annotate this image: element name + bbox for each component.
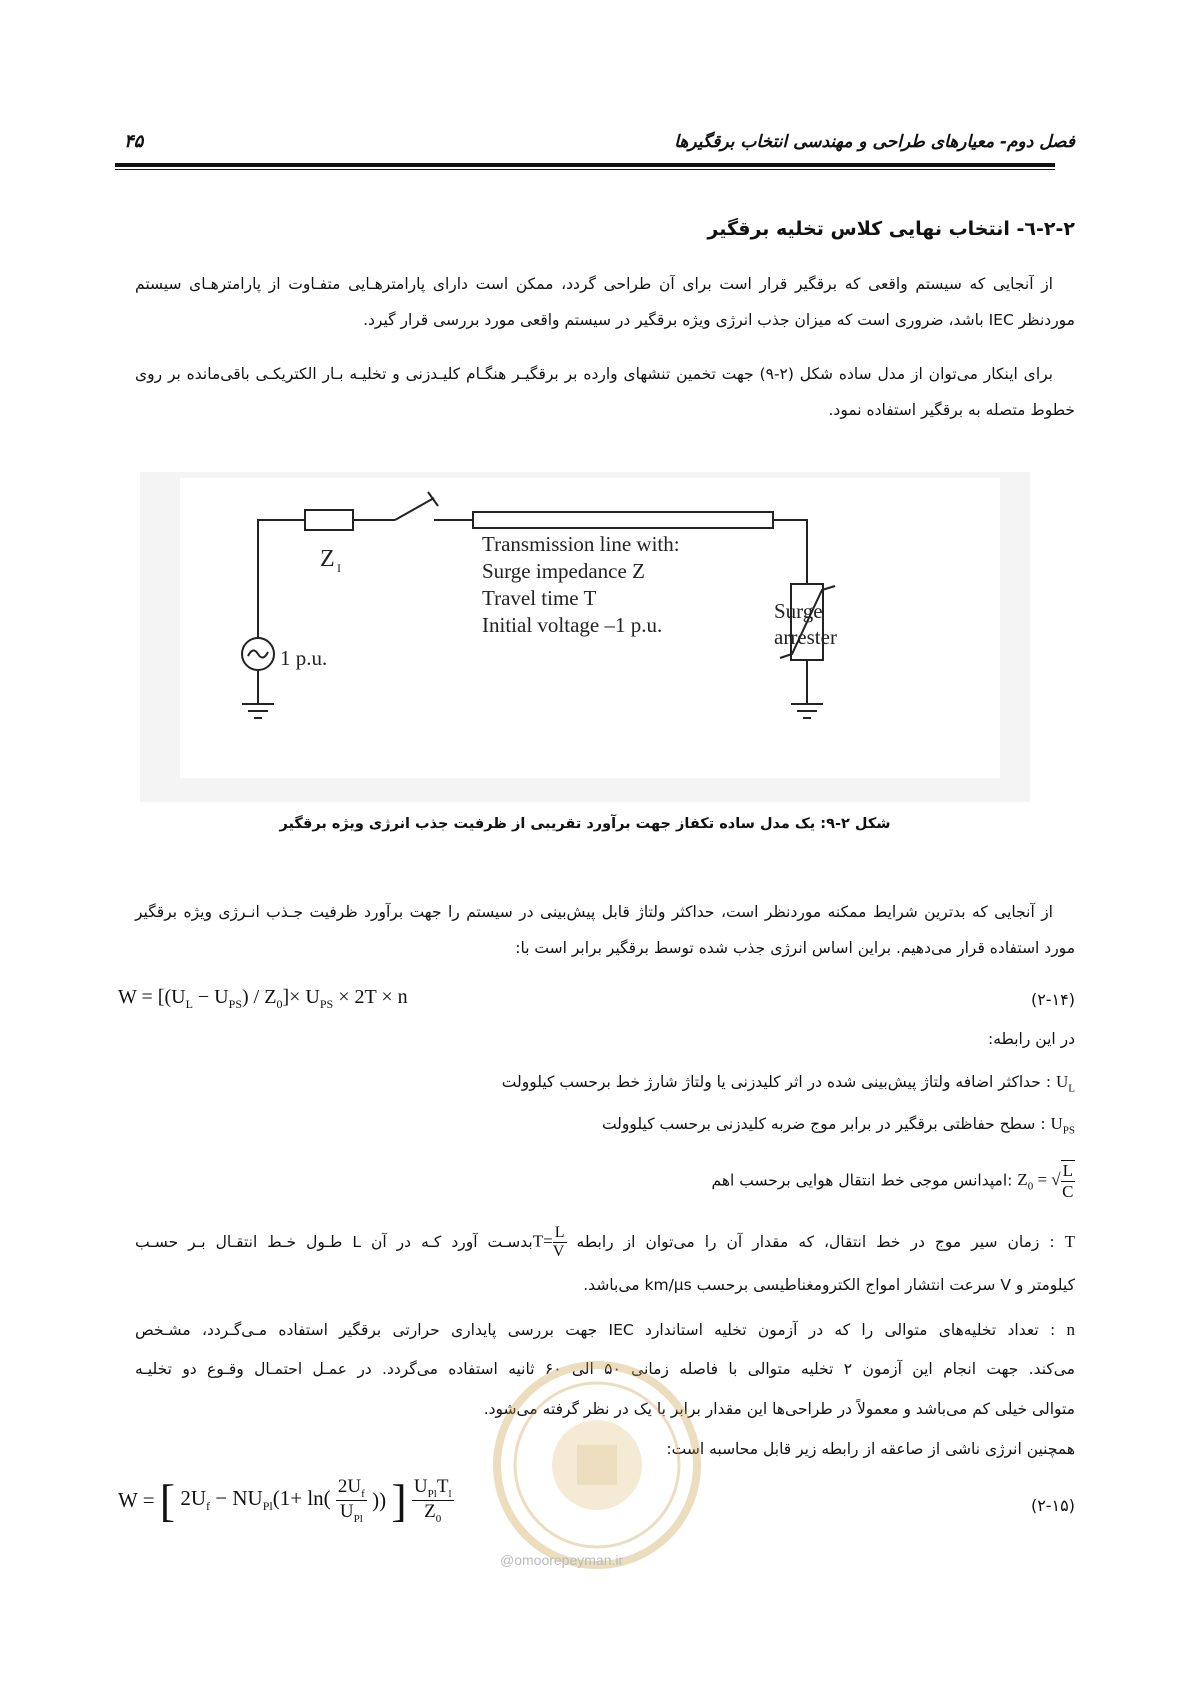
def-ul: $U_L$ : حداکثر اضافه ولتاژ پیش‌بینی شده در اثر کلیدزنی یا ولتاژ شارژ خط برحسب کیلوولت [501, 1072, 1075, 1095]
circuit-diagram [180, 478, 1000, 778]
def-n-3: متوالی خیلی کم می‌باشد و معمولاً در طراحی‌ها این مقدار برابر با یک در نظر گرفته می‌شود. [483, 1400, 1075, 1418]
equation-15: W = [ $2U_f - NU_{Pl}(1+ \ln$( $\frac{2U_f}{U_{Pl}}$ )) ] $\frac{U_{Pl}T_l}{Z_0}$ [118, 1475, 452, 1526]
paragraph-3: از آنجایی که بدترین شرایط ممکنه موردنظر است، حداکثر ولتاژ قابل پیش‌بینی در سیستم را جهت برآورد ظرفیت جـذب انـرژی ویژه برقگیر مورد استفاده قرار می‌دهیم. براین اساس انرژی جذب شده توسط برقگیر برابر است با: [135, 903, 1075, 957]
def-t-2: کیلومتر و V سرعت انتشار امواج الکترومغناطیسی برحسب km/µs می‌باشد. [583, 1276, 1075, 1294]
paragraph-1: از آنجایی که سیستم واقعی که برقگیر قرار است برای آن طراحی گردد، ممکن است دارای پارامترهـایی متفـاوت از پارامترهـای سیستم موردنظر IEC باشد، ضروری است که میزان جذب انرژی ویژه برقگیر در سیستم واقعی مورد بررسی قرار گیرد. [135, 275, 1075, 329]
lightning-intro: همچنین انرژی ناشی از صاعقه از رابطه زیر قابل محاسبه است: [666, 1440, 1075, 1458]
equation-15-number: (۲-۱۵) [1030, 1496, 1075, 1515]
def-z0: $Z_0$ = √ $\frac{L}{C}$ :امپدانس موجی خط انتقال هوایی برحسب اهم [711, 1161, 1074, 1201]
line-text-3: Travel time T [482, 586, 597, 610]
page-number: ۴۵ [124, 131, 144, 152]
paragraph-2: برای اینکار می‌توان از مدل ساده شکل (۲-۹) جهت تخمین تنشهای وارده بر برقگیـر هنگـام کلیـدزنی و تخلیـه بـار الکتریکـی باقی‌مانده بر روی خطوط متصله به برقگیر استفاده نمود. [135, 365, 1075, 419]
def-n-text-a: تعداد تخلیه‌های متوالی را که در آزمون تخلیه استاندارد IEC جهت بررسی پایداری حرارتی برقگیر استفاده مـی‌گـردد، مشـخص [135, 1321, 1039, 1339]
source-label: 1 p.u. [280, 646, 328, 670]
z-label: Z [320, 546, 335, 572]
def-ul-text: حداکثر اضافه ولتاژ پیش‌بینی شده در اثر کلیدزنی یا ولتاژ شارژ خط برحسب کیلوولت [501, 1073, 1041, 1091]
def-ups-text: سطح حفاظتی برقگیر در برابر موج ضربه کلیدزنی برحسب کیلوولت [601, 1115, 1036, 1133]
def-t-1: T : زمان سیر موج در خط انتقال، که مقدار آن را می‌توان از رابطه T= $\frac{L}{V}$ بدسـت آورد کـه در آن L طـول خـط انتقـال بـر حسـب [135, 1224, 1076, 1260]
header-rule-thick [115, 163, 1055, 167]
arrester-label-2: arrester [774, 625, 837, 649]
equation-14-number: (۲-۱۴) [1030, 990, 1075, 1009]
arrester-label-1: Surge [774, 599, 823, 623]
figure-caption: شکل ۲-۹: یک مدل ساده تکفاز جهت برآورد تقریبی از ظرفیت جذب انرژی ویژه برقگیر [279, 816, 891, 832]
z-subscript: I [337, 561, 341, 575]
where-label: در این رابطه: [987, 1030, 1075, 1048]
chapter-title: فصل دوم- معیارهای طراحی و مهندسی انتخاب برقگیرها [674, 132, 1075, 152]
watermark-url: @omoorepeyman.ir [500, 1552, 624, 1568]
def-n-1: n : تعداد تخلیه‌های متوالی را که در آزمون تخلیه استاندارد IEC جهت بررسی پایداری حرارتی برقگیر استفاده مـی‌گـردد، مشـخص [135, 1320, 1075, 1339]
def-t-text-b: بدسـت آورد کـه در آن L طـول خـط انتقـال بـر حسـب [135, 1233, 533, 1251]
def-z0-text: امپدانس موجی خط انتقال هوایی برحسب اهم [711, 1171, 1008, 1190]
equation-14: $W = [(U_L - U_{PS}) / Z_0]\times U_{PS} \times 2T \times n$ [118, 986, 408, 1011]
def-t-text-a: زمان سیر موج در خط انتقال، که مقدار آن را می‌توان از رابطه [576, 1233, 1040, 1251]
line-text-2: Surge impedance Z [482, 559, 645, 583]
section-heading: ۲-۲-٦- انتخاب نهایی کلاس تخلیه برقگیر [707, 218, 1075, 240]
def-ups: $U_{PS}$ : سطح حفاظتی برقگیر در برابر موج ضربه کلیدزنی برحسب کیلوولت [601, 1114, 1075, 1137]
line-text-1: Transmission line with: [482, 532, 680, 556]
def-n-2: می‌کند. جهت انجام این آزمون ۲ تخلیه متوالی با فاصله زمانی ۵۰ الی ۶۰ ثانیه استفاده می‌گردد. در عمـل احتمـال وقـوع دو تخلیـه [135, 1360, 1075, 1378]
watermark-seal [482, 1350, 712, 1580]
line-text-4: Initial voltage –1 p.u. [482, 613, 663, 637]
header-rule-thin [115, 169, 1055, 170]
